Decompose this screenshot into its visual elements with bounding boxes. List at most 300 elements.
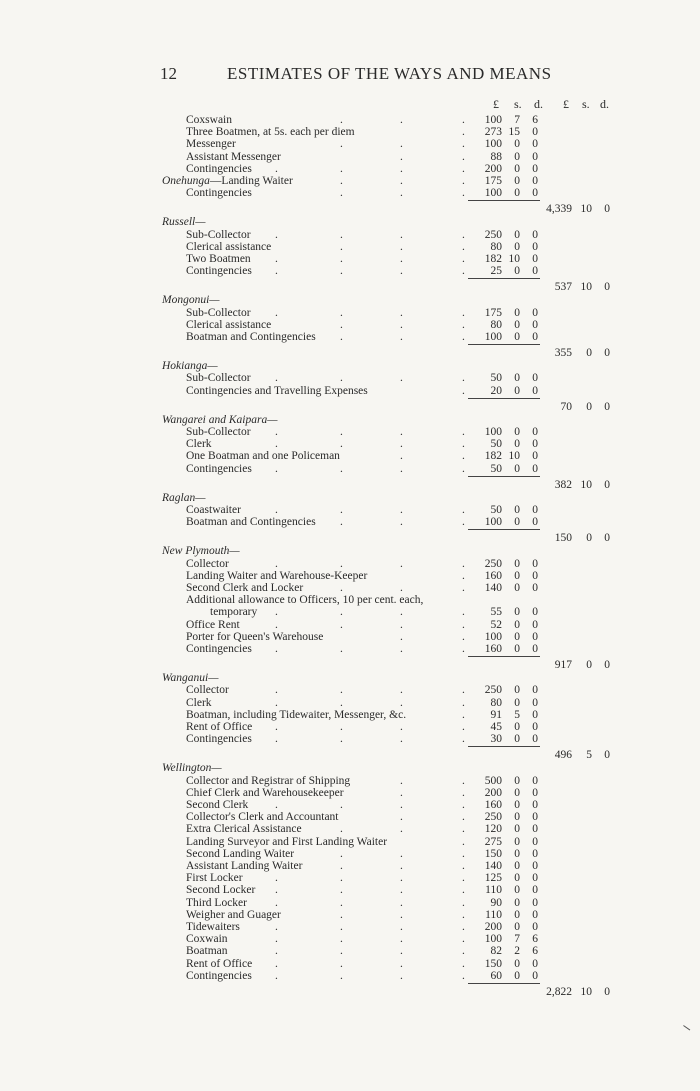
amount-shillings: 0 — [514, 162, 520, 175]
leader-dot: . — [462, 582, 465, 594]
amount-shillings: 0 — [514, 696, 520, 709]
leader-dot: . — [400, 450, 403, 463]
row-label: Rent of Office — [186, 957, 253, 970]
total-pence: 0 — [604, 347, 610, 360]
subtotal-rule — [468, 344, 540, 345]
amount-shillings: 5 — [514, 708, 520, 721]
leader-dot: . — [462, 187, 465, 200]
leader-dot: . — [340, 462, 343, 475]
amount-pence: 0 — [532, 582, 538, 594]
amount-pence: 0 — [532, 811, 538, 824]
leader-dot: . — [340, 228, 343, 241]
leader-dot: . — [400, 606, 403, 619]
subtotal-rule — [468, 529, 540, 530]
total-pence: 0 — [604, 478, 610, 491]
amount-pence: 0 — [532, 126, 538, 139]
amount-shillings: 0 — [514, 187, 520, 200]
amount-pence: 0 — [532, 618, 538, 631]
leader-dot: . — [400, 162, 403, 175]
leader-dot: . — [340, 175, 343, 187]
leader-dot: . — [400, 331, 403, 343]
total-pounds: 496 — [554, 749, 572, 762]
leader-dot: . — [275, 896, 278, 909]
leader-dot: . — [340, 721, 343, 733]
leader-dot: . — [400, 921, 403, 933]
amount-pence: 0 — [532, 957, 538, 970]
row-label: Sub-Collector — [186, 306, 251, 319]
amount-shillings: 0 — [514, 265, 520, 278]
row-label: Contingencies — [186, 265, 252, 278]
row-label: Boatman, including Tidewaiter, Messenger, &c. — [186, 708, 407, 721]
amount-pence: 0 — [532, 265, 538, 278]
leader-dot: . — [340, 240, 343, 253]
leader-dot: . — [400, 811, 403, 824]
leader-dot: . — [275, 684, 278, 697]
leader-dot: . — [340, 969, 343, 982]
amount-pounds: 182 — [484, 450, 502, 463]
leader-dot: . — [400, 557, 403, 570]
leader-dot: . — [275, 372, 278, 385]
amount-shillings: 0 — [514, 847, 520, 860]
amount-pence: 6 — [532, 945, 538, 958]
leader-dot: . — [462, 908, 465, 921]
amount-pence: 0 — [532, 306, 538, 319]
amount-pounds: 250 — [484, 811, 502, 824]
column-head-shillings: s. — [514, 97, 522, 111]
amount-pounds: 91 — [490, 708, 502, 721]
amount-pounds: 125 — [484, 872, 502, 885]
leader-dot: . — [400, 696, 403, 709]
stray-mark — [683, 1019, 695, 1031]
leader-dot: . — [275, 884, 278, 897]
row-label: Collector — [186, 557, 229, 570]
amount-pence: 0 — [532, 516, 538, 529]
leader-dot: . — [400, 733, 403, 746]
leader-dot: . — [462, 372, 465, 385]
leader-dot: . — [462, 618, 465, 631]
leader-dot: . — [400, 799, 403, 811]
section-heading-label: Hokianga— — [162, 360, 218, 373]
leader-dot: . — [462, 557, 465, 570]
amount-shillings: 0 — [514, 630, 520, 643]
amount-pounds: 50 — [490, 438, 502, 451]
amount-pence: 0 — [532, 884, 538, 897]
row-label: Third Locker — [186, 896, 247, 909]
amount-pence: 0 — [532, 253, 538, 265]
amount-shillings: 0 — [514, 823, 520, 836]
leader-dot: . — [462, 774, 465, 787]
leader-dot: . — [462, 823, 465, 836]
amount-pounds: 175 — [484, 175, 502, 187]
row-label: Contingencies — [186, 969, 252, 982]
leader-dot: . — [340, 860, 343, 872]
row-label: Landing Surveyor and First Landing Waiter — [186, 835, 388, 848]
amount-shillings: 0 — [514, 908, 520, 921]
row-label: Contingencies — [186, 733, 252, 746]
page-title: ESTIMATES OF THE WAYS AND MEANS — [227, 64, 552, 83]
leader-dot: . — [462, 331, 465, 343]
amount-pence: 0 — [532, 504, 538, 516]
leader-dot: . — [462, 516, 465, 529]
row-label: Landing Waiter and Warehouse-Keeper — [186, 569, 368, 582]
amount-shillings: 7 — [514, 114, 520, 126]
leader-dot: . — [400, 240, 403, 253]
amount-pounds: 250 — [484, 228, 502, 241]
leader-dot: . — [275, 921, 278, 933]
amount-pounds: 100 — [484, 331, 502, 343]
leader-dot: . — [275, 426, 278, 438]
page-number: 12 — [160, 64, 177, 83]
leader-dot: . — [462, 896, 465, 909]
leader-dot: . — [340, 438, 343, 451]
amount-shillings: 0 — [514, 684, 520, 697]
amount-pounds: 80 — [490, 240, 502, 253]
amount-pounds: 100 — [484, 187, 502, 200]
leader-dot: . — [462, 126, 465, 139]
leader-dot: . — [275, 265, 278, 278]
row-label: Collector's Clerk and Accountant — [186, 811, 339, 824]
leader-dot: . — [400, 504, 403, 516]
row-label: Extra Clerical Assistance — [186, 823, 302, 836]
leader-dot: . — [400, 896, 403, 909]
amount-shillings: 10 — [508, 450, 520, 463]
leader-dot: . — [275, 228, 278, 241]
total-shillings: 5 — [586, 749, 592, 762]
leader-dot: . — [400, 684, 403, 697]
leader-dot: . — [400, 175, 403, 187]
row-label: Contingencies and Travelling Expenses — [186, 384, 368, 397]
row-label: Collector and Registrar of Shipping — [186, 774, 351, 787]
row-label: Additional allowance to Officers, 10 per cent. each, — [186, 594, 424, 607]
amount-shillings: 0 — [514, 884, 520, 897]
row-label: Contingencies — [186, 162, 252, 175]
leader-dot: . — [340, 582, 343, 594]
amount-pence: 0 — [532, 187, 538, 200]
row-label-rest: —Landing Waiter — [209, 175, 293, 187]
amount-pounds: 100 — [484, 114, 502, 126]
amount-shillings: 0 — [514, 860, 520, 872]
row-label: Three Boatmen, at 5s. each per diem — [186, 126, 355, 139]
leader-dot: . — [275, 606, 278, 619]
total-shillings: 0 — [586, 347, 592, 360]
leader-dot: . — [400, 187, 403, 200]
amount-pounds: 90 — [490, 896, 502, 909]
column-head-pence: d. — [534, 97, 543, 111]
amount-pence: 0 — [532, 606, 538, 619]
row-label: Coxswain — [186, 114, 232, 126]
amount-pence: 0 — [532, 733, 538, 746]
leader-dot: . — [340, 945, 343, 958]
amount-shillings: 7 — [514, 933, 520, 946]
row-label: Clerical assistance — [186, 318, 272, 331]
amount-shillings: 0 — [514, 462, 520, 475]
amount-shillings: 0 — [514, 228, 520, 241]
row-label: First Locker — [186, 872, 243, 885]
row-label: Weigher and Guager — [186, 908, 281, 921]
amount-pounds: 140 — [484, 860, 502, 872]
amount-shillings: 0 — [514, 318, 520, 331]
leader-dot: . — [340, 557, 343, 570]
amount-shillings: 0 — [514, 569, 520, 582]
leader-dot: . — [275, 618, 278, 631]
amount-shillings: 0 — [514, 721, 520, 733]
leader-dot: . — [275, 733, 278, 746]
row-label: Contingencies — [186, 462, 252, 475]
leader-dot: . — [462, 569, 465, 582]
leader-dot: . — [340, 162, 343, 175]
total-pence: 0 — [604, 281, 610, 294]
row-label: Boatman and Contingencies — [186, 331, 316, 343]
row-label-place: Onehunga — [162, 175, 210, 187]
row-label: One Boatman and one Policeman — [186, 450, 340, 463]
leader-dot: . — [462, 957, 465, 970]
leader-dot: . — [275, 504, 278, 516]
leader-dot: . — [275, 957, 278, 970]
leader-dot: . — [340, 884, 343, 897]
amount-pence: 0 — [532, 331, 538, 343]
row-label: Rent of Office — [186, 721, 253, 733]
leader-dot: . — [275, 462, 278, 475]
amount-pence: 0 — [532, 860, 538, 872]
amount-shillings: 0 — [514, 618, 520, 631]
leader-dot: . — [340, 957, 343, 970]
amount-pounds: 100 — [484, 426, 502, 438]
amount-pence: 0 — [532, 823, 538, 836]
row-label: Messenger — [186, 138, 236, 151]
leader-dot: . — [340, 921, 343, 933]
subtotal-rule — [468, 476, 540, 477]
leader-dot: . — [462, 450, 465, 463]
row-label — [162, 175, 293, 187]
leader-dot: . — [400, 969, 403, 982]
leader-dot: . — [400, 872, 403, 885]
leader-dot: . — [400, 516, 403, 529]
section-heading-label: Russell— — [162, 216, 206, 229]
leader-dot: . — [340, 618, 343, 631]
leader-dot: . — [462, 884, 465, 897]
amount-shillings: 0 — [514, 774, 520, 787]
amount-pounds: 250 — [484, 557, 502, 570]
leader-dot: . — [462, 306, 465, 319]
leader-dot: . — [462, 253, 465, 265]
subtotal-rule — [468, 200, 540, 201]
row-label: Boatman and Contingencies — [186, 516, 316, 529]
amount-shillings: 0 — [514, 921, 520, 933]
row-label: Boatman — [186, 945, 228, 958]
amount-pounds: 55 — [490, 606, 502, 619]
amount-pence: 0 — [532, 872, 538, 885]
amount-shillings: 0 — [514, 606, 520, 619]
leader-dot: . — [462, 945, 465, 958]
row-label: Porter for Queen's Warehouse — [186, 630, 324, 643]
leader-dot: . — [462, 384, 465, 397]
leader-dot: . — [340, 733, 343, 746]
row-label: Second Clerk — [186, 799, 249, 811]
amount-pounds: 500 — [484, 774, 502, 787]
subtotal-rule — [468, 278, 540, 279]
amount-shillings: 0 — [514, 372, 520, 385]
amount-pounds: 120 — [484, 823, 502, 836]
leader-dot: . — [400, 774, 403, 787]
total-shillings: 0 — [586, 400, 592, 413]
leader-dot: . — [400, 138, 403, 151]
amount-pence: 0 — [532, 175, 538, 187]
leader-dot: . — [462, 969, 465, 982]
total-shillings: 10 — [580, 986, 592, 998]
leader-dot: . — [340, 187, 343, 200]
row-label: Second Locker — [186, 884, 256, 897]
leader-dot: . — [462, 921, 465, 933]
total-shillings: 10 — [580, 478, 592, 491]
leader-dot: . — [340, 872, 343, 885]
row-label: Office Rent — [186, 618, 240, 631]
amount-pounds: 150 — [484, 847, 502, 860]
leader-dot: . — [462, 872, 465, 885]
section-heading-label: Mongonui— — [162, 294, 220, 307]
amount-pence: 0 — [532, 696, 538, 709]
total-pence: 0 — [604, 203, 610, 216]
total-pence: 0 — [604, 986, 610, 998]
amount-pence: 0 — [532, 721, 538, 733]
leader-dot: . — [462, 799, 465, 811]
amount-pence: 0 — [532, 450, 538, 463]
leader-dot: . — [340, 372, 343, 385]
amount-shillings: 15 — [508, 126, 520, 139]
amount-shillings: 0 — [514, 331, 520, 343]
total-pounds: 2,822 — [546, 986, 572, 998]
amount-shillings: 0 — [514, 582, 520, 594]
amount-pounds: 60 — [490, 969, 502, 982]
leader-dot: . — [462, 733, 465, 746]
row-label: Second Clerk and Locker — [186, 582, 304, 594]
amount-pence: 0 — [532, 384, 538, 397]
amount-shillings: 0 — [514, 969, 520, 982]
amount-pounds: 50 — [490, 372, 502, 385]
leader-dot: . — [340, 306, 343, 319]
row-label: Clerk — [186, 438, 212, 451]
leader-dot: . — [400, 945, 403, 958]
leader-dot: . — [462, 643, 465, 655]
amount-pounds: 20 — [490, 384, 502, 397]
leader-dot: . — [275, 721, 278, 733]
leader-dot: . — [400, 318, 403, 331]
leader-dot: . — [340, 933, 343, 946]
row-label: Coxwain — [186, 933, 228, 946]
amount-pounds: 45 — [490, 721, 502, 733]
leader-dot: . — [400, 228, 403, 241]
amount-pence: 0 — [532, 774, 538, 787]
amount-pounds: 88 — [490, 150, 502, 163]
amount-pounds: 100 — [484, 933, 502, 946]
row-label: Assistant Messenger — [186, 150, 281, 163]
total-pounds: 917 — [554, 659, 572, 672]
amount-pence: 0 — [532, 438, 538, 451]
total-pounds: 537 — [554, 281, 572, 294]
row-label: Tidewaiters — [186, 921, 240, 933]
amount-pence: 0 — [532, 569, 538, 582]
total-pence: 0 — [604, 659, 610, 672]
total-pence: 0 — [604, 400, 610, 413]
leader-dot: . — [400, 643, 403, 655]
row-label: temporary — [210, 606, 258, 619]
amount-pounds: 100 — [484, 630, 502, 643]
amount-pounds: 275 — [484, 835, 502, 848]
leader-dot: . — [275, 306, 278, 319]
leader-dot: . — [462, 835, 465, 848]
leader-dot: . — [462, 811, 465, 824]
amount-pence: 0 — [532, 908, 538, 921]
subtotal-rule — [468, 983, 540, 984]
amount-pounds: 150 — [484, 957, 502, 970]
leader-dot: . — [462, 933, 465, 946]
leader-dot: . — [275, 438, 278, 451]
amount-shillings: 0 — [514, 811, 520, 824]
amount-pence: 0 — [532, 847, 538, 860]
leader-dot: . — [462, 162, 465, 175]
row-label: Sub-Collector — [186, 426, 251, 438]
leader-dot: . — [275, 643, 278, 655]
total-shillings: 0 — [586, 532, 592, 545]
amount-shillings: 0 — [514, 643, 520, 655]
amount-pounds: 52 — [490, 618, 502, 631]
leader-dot: . — [340, 331, 343, 343]
leader-dot: . — [462, 721, 465, 733]
amount-shillings: 0 — [514, 516, 520, 529]
total-pounds: 150 — [554, 532, 572, 545]
row-label: Clerical assistance — [186, 240, 272, 253]
amount-pounds: 110 — [485, 884, 502, 897]
row-label: Two Boatmen — [186, 253, 251, 265]
amount-shillings: 0 — [514, 957, 520, 970]
row-label: Sub-Collector — [186, 372, 251, 385]
leader-dot: . — [400, 253, 403, 265]
amount-pounds: 200 — [484, 786, 502, 799]
leader-dot: . — [462, 138, 465, 151]
row-label: Coastwaiter — [186, 504, 241, 516]
amount-pence: 0 — [532, 138, 538, 151]
total-pounds: 382 — [554, 478, 572, 491]
section-heading-label: Raglan— — [162, 491, 206, 504]
leader-dot: . — [275, 969, 278, 982]
amount-pence: 0 — [532, 318, 538, 331]
row-label: Chief Clerk and Warehousekeeper — [186, 786, 344, 799]
leader-dot: . — [275, 799, 278, 811]
amount-shillings: 0 — [514, 306, 520, 319]
amount-pounds: 100 — [484, 516, 502, 529]
amount-pence: 0 — [532, 684, 538, 697]
amount-pence: 0 — [532, 896, 538, 909]
leader-dot: . — [340, 799, 343, 811]
row-label: Assistant Landing Waiter — [186, 860, 303, 872]
amount-shillings: 0 — [514, 896, 520, 909]
amount-pounds: 110 — [485, 908, 502, 921]
leader-dot: . — [462, 708, 465, 721]
amount-pence: 0 — [532, 426, 538, 438]
leader-dot: . — [340, 265, 343, 278]
leader-dot: . — [275, 253, 278, 265]
amount-pence: 0 — [532, 150, 538, 163]
amount-pounds: 175 — [484, 306, 502, 319]
leader-dot: . — [462, 114, 465, 126]
leader-dot: . — [340, 318, 343, 331]
leader-dot: . — [462, 150, 465, 163]
amount-shillings: 0 — [514, 835, 520, 848]
amount-pounds: 140 — [484, 582, 502, 594]
amount-shillings: 2 — [514, 945, 520, 958]
subtotal-rule — [468, 746, 540, 747]
section-heading-label: Wangarei and Kaipara— — [162, 413, 278, 426]
amount-shillings: 10 — [508, 253, 520, 265]
